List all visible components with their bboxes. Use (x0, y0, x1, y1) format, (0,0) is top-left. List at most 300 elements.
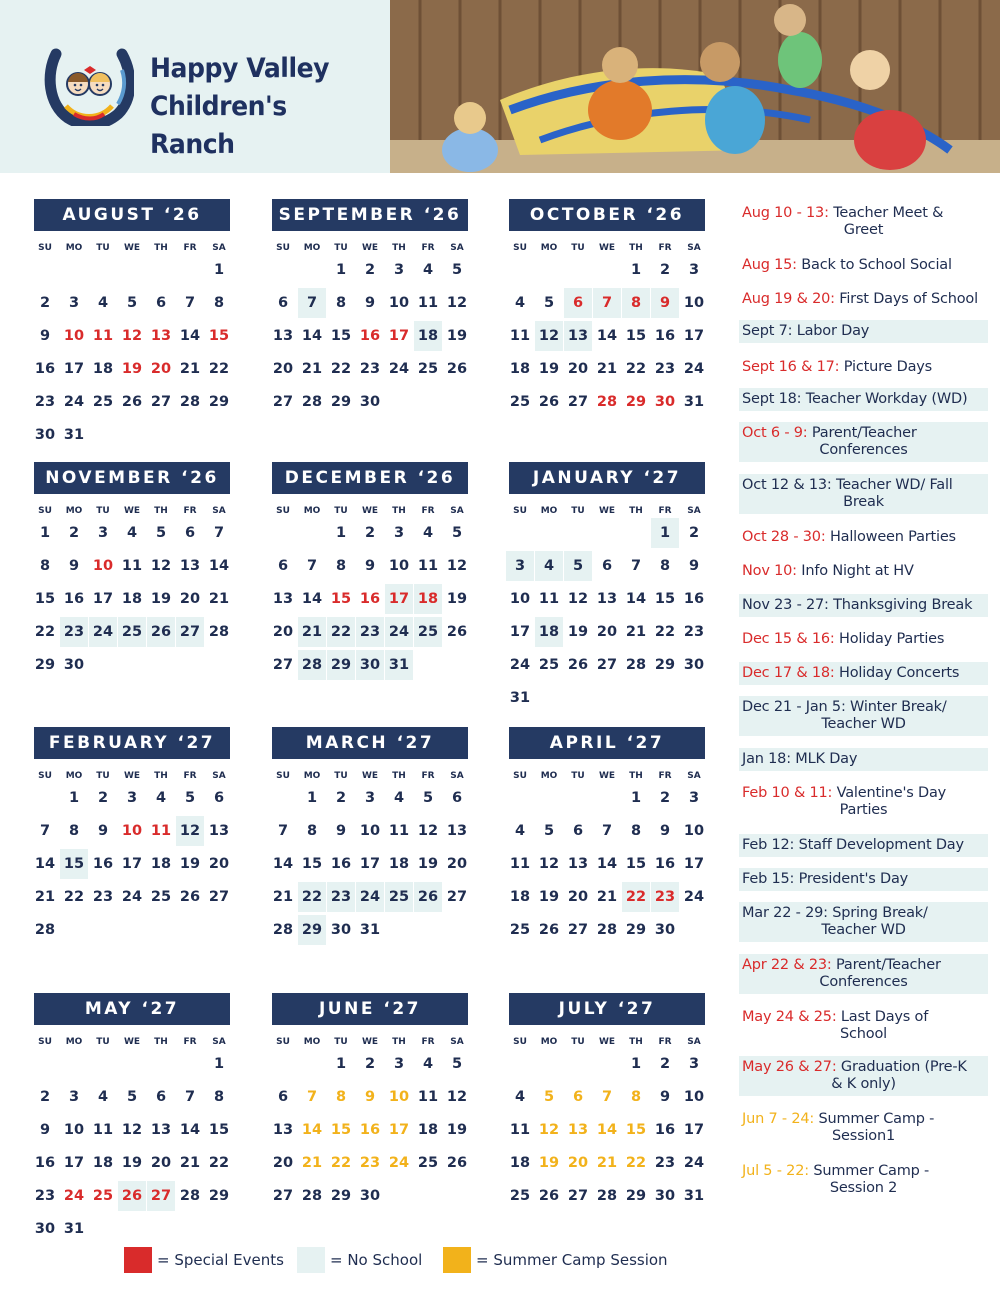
weekday-header: MO (540, 243, 558, 253)
month-title: APRIL ‘27 (509, 727, 705, 759)
calendar-day: 3 (506, 551, 534, 581)
calendar-day: 30 (654, 394, 676, 410)
calendar-day: 4 (97, 295, 109, 311)
calendar-day: 29 (208, 1188, 230, 1204)
calendar-day: 31 (63, 427, 85, 443)
calendar-day: 7 (39, 823, 51, 839)
calendar-day: 28 (34, 922, 56, 938)
event-text: Back to School Social (801, 257, 952, 273)
weekday-header: SU (38, 1037, 52, 1047)
calendar-day: 27 (567, 394, 589, 410)
calendar-day: 18 (388, 856, 410, 872)
calendar-day: 22 (654, 624, 676, 640)
event-item (739, 748, 988, 771)
event-text: Parent/Teacher (811, 425, 917, 441)
event-date: Apr 22 & 23: (742, 957, 832, 973)
calendar-day: 29 (330, 1188, 352, 1204)
calendar-day: 2 (659, 1056, 671, 1072)
calendar-day: 22 (622, 882, 650, 912)
calendar-day: 28 (179, 1188, 201, 1204)
calendar-day: 20 (208, 856, 230, 872)
calendar-day: 3 (68, 295, 80, 311)
calendar-day: 15 (330, 591, 352, 607)
calendar-day: 19 (538, 1155, 560, 1171)
calendar-day: 29 (34, 657, 56, 673)
weekday-header: SA (450, 506, 464, 516)
weekday-header: MO (65, 506, 83, 516)
event-item (739, 662, 988, 685)
calendar-day: 10 (359, 823, 381, 839)
calendar-day: 15 (625, 328, 647, 344)
month-calendar (34, 727, 230, 938)
calendar-day: 31 (683, 1188, 705, 1204)
event-text: Dec 21 - Jan 5: Winter Break/ (742, 699, 947, 715)
calendar-day: 14 (272, 856, 294, 872)
weekday-header: SU (513, 1037, 527, 1047)
calendar-day: 11 (417, 558, 439, 574)
calendar-day: 20 (567, 361, 589, 377)
calendar-day: 9 (335, 823, 347, 839)
calendar-day: 25 (509, 1188, 531, 1204)
calendar-day: 18 (509, 361, 531, 377)
calendar-day: 20 (179, 591, 201, 607)
calendar-day: 31 (683, 394, 705, 410)
calendar-day: 15 (625, 856, 647, 872)
calendar-day: 1 (213, 1056, 225, 1072)
calendar-day: 12 (150, 558, 172, 574)
weekday-header: FR (421, 1037, 435, 1047)
calendar-day: 22 (63, 889, 85, 905)
event-text-continued: Conferences (819, 974, 908, 990)
calendar-day: 2 (97, 790, 109, 806)
calendar-day: 27 (567, 922, 589, 938)
calendar-day: 10 (92, 558, 114, 574)
weekday-header: SU (38, 506, 52, 516)
calendar-day: 1 (39, 525, 51, 541)
calendar-day: 21 (596, 1155, 618, 1171)
calendar-day: 21 (34, 889, 56, 905)
event-item (739, 782, 988, 822)
calendar-day: 4 (126, 525, 138, 541)
legend-label: = Summer Camp Session (476, 1251, 668, 1269)
calendar-day: 24 (121, 889, 143, 905)
weekday-header: TU (571, 243, 585, 253)
event-item (739, 202, 988, 242)
weekday-header: FR (421, 243, 435, 253)
weekday-header: FR (183, 1037, 197, 1047)
calendar-day: 12 (567, 591, 589, 607)
calendar-day: 9 (97, 823, 109, 839)
calendar-day: 18 (414, 584, 442, 614)
calendar-day: 19 (446, 1122, 468, 1138)
calendar-day: 18 (92, 361, 114, 377)
calendar-day: 24 (388, 1155, 410, 1171)
month-title: JANUARY ‘27 (509, 462, 705, 494)
weekday-header: SU (276, 243, 290, 253)
calendar-day: 13 (446, 823, 468, 839)
calendar-day: 30 (34, 1221, 56, 1237)
month-title: JUNE ‘27 (272, 993, 468, 1025)
event-text-continued: Conferences (819, 442, 908, 458)
calendar-day: 9 (39, 1122, 51, 1138)
calendar-day: 2 (39, 295, 51, 311)
calendar-day: 20 (150, 361, 172, 377)
calendar-day: 6 (277, 558, 289, 574)
weekday-header: SU (513, 771, 527, 781)
calendar-day: 23 (327, 882, 355, 912)
event-text-continued: School (840, 1026, 887, 1042)
weekday-header: MO (540, 771, 558, 781)
calendar-day: 21 (301, 361, 323, 377)
event-text: Oct 12 & 13: Teacher WD/ Fall (742, 477, 953, 493)
weekday-header: TU (96, 771, 110, 781)
calendar-day: 23 (34, 1188, 56, 1204)
event-item (739, 1160, 988, 1200)
month-title: JULY ‘27 (509, 993, 705, 1025)
weekday-header: SA (687, 506, 701, 516)
month-title: MARCH ‘27 (272, 727, 468, 759)
calendar-day: 11 (150, 823, 172, 839)
calendar-day: 22 (208, 361, 230, 377)
month-calendar (509, 993, 705, 1204)
calendar-day: 27 (596, 657, 618, 673)
calendar-day: 6 (601, 558, 613, 574)
calendar-day: 24 (63, 394, 85, 410)
month-calendar (509, 199, 705, 410)
calendar-day: 30 (34, 427, 56, 443)
calendar-day: 26 (538, 394, 560, 410)
calendar-day: 16 (359, 591, 381, 607)
calendar-day: 27 (272, 1188, 294, 1204)
event-item (739, 356, 988, 379)
calendar-day: 24 (63, 1188, 85, 1204)
calendar-day: 4 (422, 525, 434, 541)
calendar-day: 16 (63, 591, 85, 607)
calendar-day: 12 (535, 321, 563, 351)
calendar-day: 4 (514, 823, 526, 839)
weekday-header: WE (361, 1037, 379, 1047)
weekday-header: WE (361, 243, 379, 253)
calendar-day: 25 (538, 657, 560, 673)
weekday-header: MO (65, 243, 83, 253)
legend-label: = Special Events (157, 1251, 284, 1269)
calendar-day: 5 (564, 551, 592, 581)
calendar-day: 27 (272, 657, 294, 673)
calendar-day: 30 (359, 394, 381, 410)
calendar-day: 17 (683, 328, 705, 344)
weekday-header: WE (598, 1037, 616, 1047)
weekday-header: SA (687, 243, 701, 253)
calendar-day: 23 (356, 617, 384, 647)
brand-line-2: Children's Ranch (150, 91, 287, 160)
calendar-day: 24 (683, 361, 705, 377)
calendar-day: 15 (330, 1122, 352, 1138)
calendar-day: 12 (121, 1122, 143, 1138)
calendar-day: 23 (359, 361, 381, 377)
calendar-day: 11 (417, 295, 439, 311)
event-date: Feb 10 & 11: (742, 785, 833, 801)
calendar-day: 27 (208, 889, 230, 905)
calendar-day: 15 (208, 328, 230, 344)
calendar-day: 11 (92, 328, 114, 344)
event-text: Picture Days (843, 359, 933, 375)
weekday-header: TH (154, 1037, 168, 1047)
calendar-day: 5 (155, 525, 167, 541)
event-text-continued: Teacher WD (821, 716, 906, 732)
event-date: Aug 15: (742, 257, 797, 273)
calendar-day: 1 (630, 790, 642, 806)
weekday-header: MO (540, 1037, 558, 1047)
weekday-header: FR (658, 506, 672, 516)
calendar-day: 29 (298, 915, 326, 945)
calendar-day: 14 (34, 856, 56, 872)
calendar-day: 13 (567, 1122, 589, 1138)
legend-swatch (124, 1247, 152, 1273)
calendar-day: 25 (414, 617, 442, 647)
weekday-header: TU (334, 506, 348, 516)
weekday-header: SA (212, 1037, 226, 1047)
calendar-day: 22 (330, 361, 352, 377)
header-brand-panel (0, 0, 390, 173)
calendar-day: 3 (393, 1056, 405, 1072)
calendar-day: 20 (272, 624, 294, 640)
calendar-day: 8 (335, 1089, 347, 1105)
calendar-day: 3 (126, 790, 138, 806)
calendar-day: 14 (596, 1122, 618, 1138)
calendar-day: 19 (567, 624, 589, 640)
event-date: May 26 & 27: (742, 1059, 837, 1075)
calendar-day: 19 (538, 889, 560, 905)
calendar-day: 19 (538, 361, 560, 377)
weekday-header: TU (571, 506, 585, 516)
calendar-day: 21 (272, 889, 294, 905)
calendar-day: 24 (385, 617, 413, 647)
calendar-day: 25 (417, 1155, 439, 1171)
event-text: Teacher Meet & (833, 205, 944, 221)
calendar-day: 16 (654, 856, 676, 872)
calendar-day: 17 (388, 328, 410, 344)
calendar-day: 23 (34, 394, 56, 410)
calendar-day: 13 (150, 1122, 172, 1138)
calendar-day: 24 (683, 1155, 705, 1171)
calendar-day: 22 (34, 624, 56, 640)
weekday-header: TU (96, 506, 110, 516)
event-date: Oct 6 - 9: (742, 425, 808, 441)
calendar-day: 12 (121, 328, 143, 344)
calendar-day: 22 (208, 1155, 230, 1171)
weekday-header: SA (212, 771, 226, 781)
calendar-day: 30 (654, 922, 676, 938)
calendar-day: 2 (659, 790, 671, 806)
calendar-day: 16 (654, 1122, 676, 1138)
calendar-day: 29 (330, 394, 352, 410)
calendar-day: 3 (364, 790, 376, 806)
calendar-day: 26 (121, 394, 143, 410)
event-item (739, 1108, 988, 1148)
legend-swatch (297, 1247, 325, 1273)
calendar-day: 1 (335, 525, 347, 541)
calendar-day: 9 (364, 558, 376, 574)
calendar-day: 5 (184, 790, 196, 806)
calendar-day: 9 (659, 823, 671, 839)
event-item (739, 474, 988, 514)
calendar-day: 7 (306, 1089, 318, 1105)
calendar-day: 23 (60, 617, 88, 647)
calendar-day: 4 (422, 1056, 434, 1072)
month-title: SEPTEMBER ‘26 (272, 199, 468, 231)
weekday-header: TH (629, 243, 643, 253)
calendar-day: 19 (446, 328, 468, 344)
calendar-day: 20 (446, 856, 468, 872)
weekday-header: FR (658, 243, 672, 253)
weekday-header: SU (276, 1037, 290, 1047)
weekday-header: SA (450, 243, 464, 253)
calendar-day: 17 (92, 591, 114, 607)
calendar-day: 15 (208, 1122, 230, 1138)
calendar-day: 21 (596, 889, 618, 905)
calendar-day: 10 (388, 295, 410, 311)
calendar-day: 28 (298, 650, 326, 680)
calendar-day: 4 (393, 790, 405, 806)
weekday-header: TU (96, 1037, 110, 1047)
event-item (739, 834, 988, 857)
event-date: May 24 & 25: (742, 1009, 837, 1025)
calendar-day: 19 (121, 1155, 143, 1171)
calendar-day: 8 (335, 295, 347, 311)
calendar-day: 12 (417, 823, 439, 839)
weekday-header: FR (183, 243, 197, 253)
event-text: Sept 7: Labor Day (742, 323, 870, 339)
calendar-day: 29 (208, 394, 230, 410)
event-item (739, 526, 988, 549)
event-text: Summer Camp - (813, 1163, 930, 1179)
horseshoe-logo-icon (44, 44, 134, 126)
event-text: Feb 15: President's Day (742, 871, 909, 887)
calendar-day: 24 (388, 361, 410, 377)
weekday-header: TU (571, 771, 585, 781)
weekday-header: TH (629, 1037, 643, 1047)
calendar-day: 10 (683, 295, 705, 311)
event-text: Feb 12: Staff Development Day (742, 837, 964, 853)
calendar-day: 5 (451, 525, 463, 541)
calendar-day: 3 (688, 262, 700, 278)
calendar-day: 26 (446, 361, 468, 377)
calendar-day: 26 (179, 889, 201, 905)
weekday-header: SA (687, 1037, 701, 1047)
event-item (739, 388, 988, 411)
event-text-continued: Greet (843, 222, 884, 238)
weekday-header: MO (303, 506, 321, 516)
calendar-day: 16 (359, 1122, 381, 1138)
event-text: Graduation (Pre-K (840, 1059, 967, 1075)
calendar-day: 28 (625, 657, 647, 673)
calendar-day: 15 (301, 856, 323, 872)
calendar-day: 8 (68, 823, 80, 839)
calendar-day: 9 (659, 1089, 671, 1105)
weekday-header: TU (96, 243, 110, 253)
weekday-header: FR (421, 506, 435, 516)
event-date: Oct 28 - 30: (742, 529, 826, 545)
weekday-header: TU (334, 1037, 348, 1047)
calendar-day: 18 (121, 591, 143, 607)
month-title: AUGUST ‘26 (34, 199, 230, 231)
month-title: DECEMBER ‘26 (272, 462, 468, 494)
calendar-day: 8 (630, 1089, 642, 1105)
calendar-day: 3 (97, 525, 109, 541)
weekday-header: WE (123, 506, 141, 516)
calendar-day: 4 (422, 262, 434, 278)
calendar-day: 6 (155, 295, 167, 311)
calendar-day: 18 (92, 1155, 114, 1171)
calendar-day: 18 (509, 1155, 531, 1171)
weekday-header: SA (450, 771, 464, 781)
calendar-day: 10 (121, 823, 143, 839)
event-text: Info Night at HV (801, 563, 914, 579)
calendar-day: 25 (417, 361, 439, 377)
calendar-day: 2 (688, 525, 700, 541)
calendar-day: 25 (509, 394, 531, 410)
calendar-day: 9 (39, 328, 51, 344)
calendar-day: 17 (359, 856, 381, 872)
weekday-header: FR (421, 771, 435, 781)
calendar-day: 9 (68, 558, 80, 574)
calendar-day: 5 (126, 1089, 138, 1105)
calendar-day: 23 (92, 889, 114, 905)
calendar-day: 20 (567, 889, 589, 905)
calendar-day: 28 (596, 1188, 618, 1204)
weekday-header: MO (65, 1037, 83, 1047)
event-item (739, 1006, 988, 1046)
legend-swatch (443, 1247, 471, 1273)
calendar-day: 10 (388, 1089, 410, 1105)
event-text-continued: Session1 (832, 1128, 895, 1144)
calendar-day: 13 (150, 328, 172, 344)
calendar-day: 1 (213, 262, 225, 278)
calendar-day: 22 (330, 1155, 352, 1171)
calendar-day: 30 (63, 657, 85, 673)
calendar-day: 13 (272, 591, 294, 607)
event-text: Sept 18: Teacher Workday (WD) (742, 391, 968, 407)
calendar-day: 17 (63, 1155, 85, 1171)
weekday-header: WE (123, 243, 141, 253)
calendar-day: 11 (92, 1122, 114, 1138)
calendar-day: 18 (509, 889, 531, 905)
month-calendar (272, 199, 468, 410)
calendar-day: 2 (68, 525, 80, 541)
event-text: Halloween Parties (829, 529, 956, 545)
weekday-header: WE (598, 243, 616, 253)
calendar-day: 27 (147, 1181, 175, 1211)
calendar-day: 23 (359, 1155, 381, 1171)
calendar-day: 14 (179, 1122, 201, 1138)
calendar-day: 21 (596, 361, 618, 377)
calendar-day: 6 (184, 525, 196, 541)
weekday-header: TH (392, 243, 406, 253)
calendar-day: 31 (385, 650, 413, 680)
month-calendar (509, 462, 705, 706)
weekday-header: TU (571, 1037, 585, 1047)
calendar-day: 17 (683, 1122, 705, 1138)
calendar-day: 30 (654, 1188, 676, 1204)
calendar-day: 2 (364, 525, 376, 541)
event-text: Jan 18: MLK Day (742, 751, 858, 767)
calendar-day: 14 (625, 591, 647, 607)
month-calendar (272, 462, 468, 673)
weekday-header: WE (123, 1037, 141, 1047)
calendar-day: 5 (543, 823, 555, 839)
calendar-day: 13 (179, 558, 201, 574)
calendar-day: 3 (393, 525, 405, 541)
